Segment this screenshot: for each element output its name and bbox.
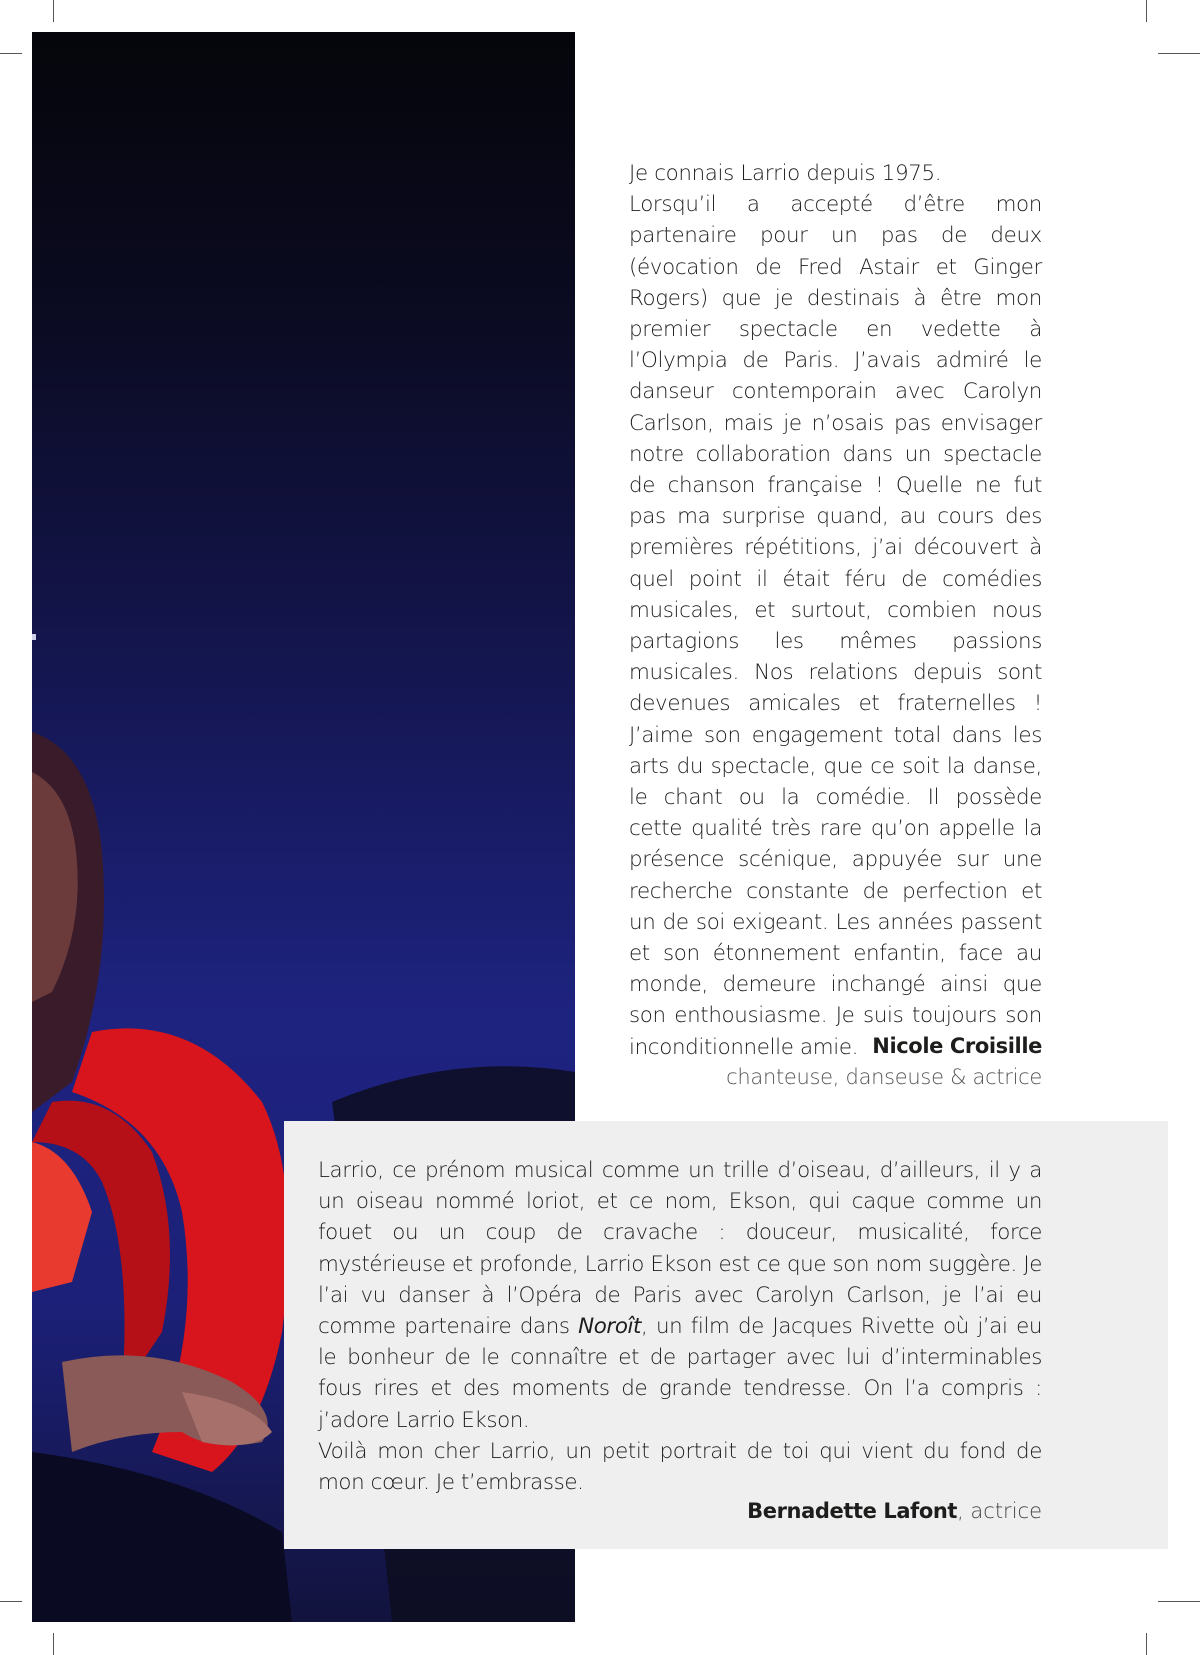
crop-mark bbox=[53, 1633, 54, 1655]
testimonial-paragraph bbox=[318, 1155, 1042, 1436]
crop-mark bbox=[1158, 1601, 1200, 1602]
film-title: Noroît bbox=[578, 1314, 642, 1340]
signature-lafont bbox=[747, 1499, 1042, 1523]
testimonial-paragraph: Lorsqu’il a accepté d’être mon partenaire pour un pas de deux (évocation de Fred Astair et Ginger Rogers) que je destinais à être mon premier spectacle en vedette à l’Olympia de Paris. J’avais admiré le danseur contemporain avec Carolyn Carlson, mais je n’osais pas envisager notre collaboration dans un spectacle de chanson française ! Quelle ne fut pas ma surprise quand, au cours des premières répétitions, j’ai découvert à quel point il était féru de comédies musicales, et surtout, combien nous partagions les mêmes passions musicales. Nos relations depuis sont devenues amicales et fraternelles ! J’aime son engagement total dans les arts du spectacle, que ce soit la danse, le chant ou la comédie. Il possède cette qualité très rare qu’on appelle la présence scénique, appuyée sur une recherche constante de perfection et un de soi exigeant. Les années passent et son étonnement enfantin, face au monde, demeure inchangé ainsi que son enthousiasme. Je suis toujours son inconditionnelle amie. bbox=[629, 192, 1042, 1060]
testimonial-lafont bbox=[318, 1155, 1042, 1498]
signature-croisille bbox=[726, 1031, 1042, 1093]
testimonial-paragraph: Je connais Larrio depuis 1975. bbox=[629, 161, 942, 186]
testimonial-croisille bbox=[629, 158, 1042, 1063]
crop-mark bbox=[1146, 0, 1147, 22]
testimonial-text: , un film de Jacques Rivette où j’ai eu le bonheur de le connaître et de partager avec lui d’interminables fous rires et des moments de grande tendresse. On l’a compris : j’adore Larrio Ekson. bbox=[318, 1314, 1042, 1433]
crop-mark bbox=[53, 0, 54, 22]
testimonial-text: Larrio, ce prénom musical comme un trille d’oiseau, d’ailleurs, il y a un oiseau nommé loriot, et ce nom, Ekson, qui caque comme un fouet ou un coup de cravache : douceur, musicalité, force mystérieuse et profonde, Larrio Ekson est ce que son nom suggère. Je l’ai vu danser à l’Opéra de Paris avec Carolyn Carlson, je l’ai eu comme partenaire dans bbox=[318, 1158, 1042, 1340]
crop-mark bbox=[0, 53, 22, 54]
crop-mark bbox=[1158, 53, 1200, 54]
author-name: Bernadette Lafont bbox=[747, 1499, 958, 1523]
author-role: chanteuse, danseuse & actrice bbox=[726, 1065, 1042, 1089]
crop-mark bbox=[0, 1601, 22, 1602]
testimonial-closing: Voilà mon cher Larrio, un petit portrait de toi qui vient du fond de mon cœur. Je t’embrasse. bbox=[318, 1438, 1042, 1496]
author-name: Nicole Croisille bbox=[872, 1034, 1042, 1058]
crop-mark bbox=[1146, 1633, 1147, 1655]
author-role: , actrice bbox=[957, 1499, 1042, 1523]
